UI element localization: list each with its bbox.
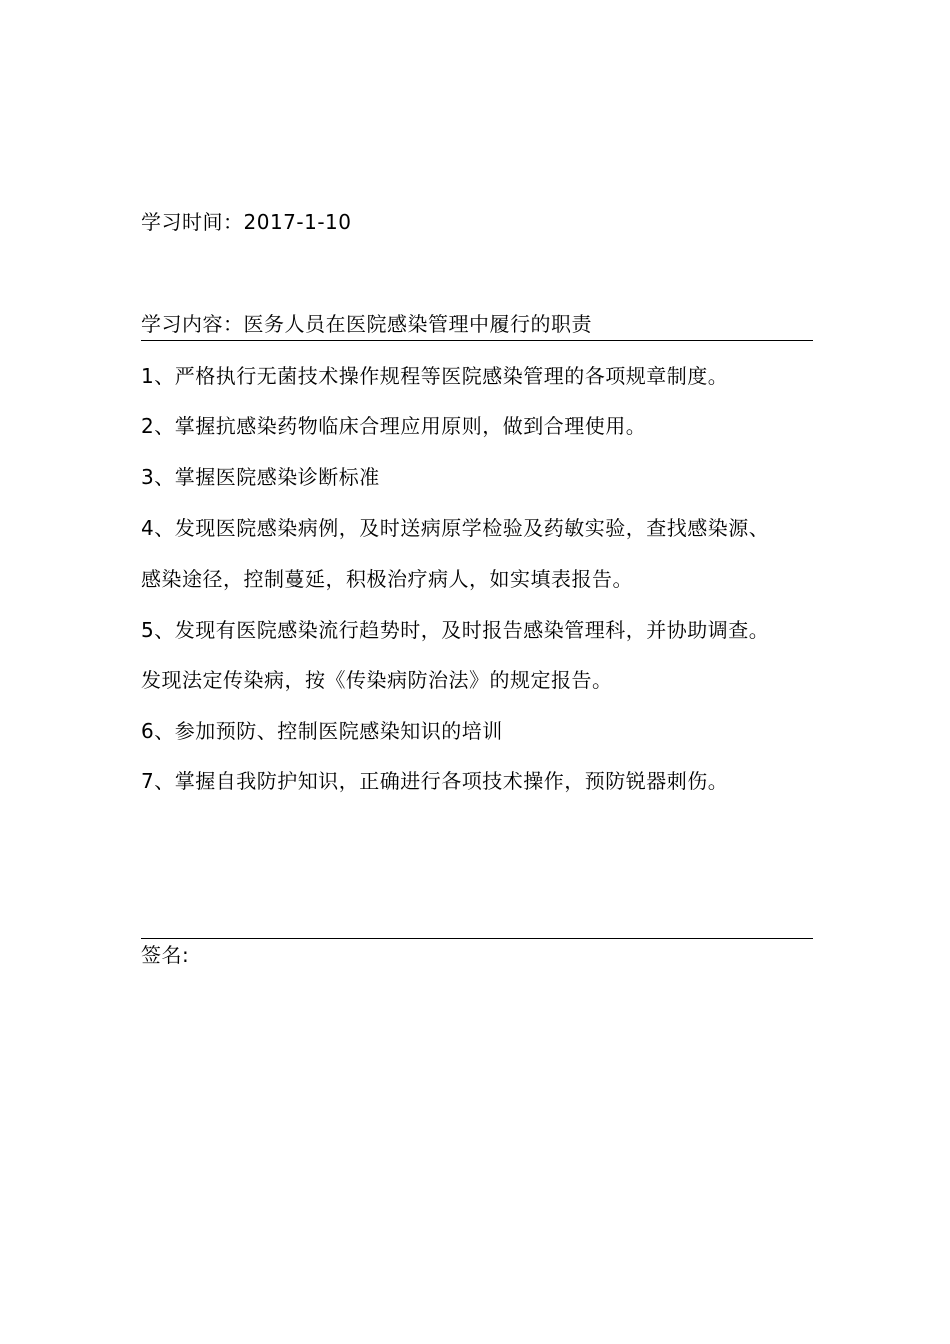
list-item: 1、严格执行无菌技术操作规程等医院感染管理的各项规章制度。 bbox=[141, 364, 729, 388]
list-item: 6、参加预防、控制医院感染知识的培训 bbox=[141, 719, 503, 743]
list-item-continuation: 发现法定传染病，按《传染病防治法》的规定报告。 bbox=[141, 668, 613, 692]
study-time: 学习时间：2017-1-10 bbox=[141, 210, 352, 234]
list-item: 2、掌握抗感染药物临床合理应用原则，做到合理使用。 bbox=[141, 414, 647, 438]
list-item: 7、掌握自我防护知识，正确进行各项技术操作，预防锐器刺伤。 bbox=[141, 769, 729, 793]
list-item: 5、发现有医院感染流行趋势时，及时报告感染管理科，并协助调查。 bbox=[141, 618, 770, 642]
heading-underline bbox=[141, 340, 813, 341]
signature-rule bbox=[141, 938, 813, 939]
signature-label: 签名: bbox=[141, 943, 190, 967]
list-item-continuation: 感染途径，控制蔓延，积极治疗病人，如实填表报告。 bbox=[141, 567, 633, 591]
study-content-heading: 学习内容：医务人员在医院感染管理中履行的职责 bbox=[141, 312, 592, 336]
list-item: 3、掌握医院感染诊断标准 bbox=[141, 465, 380, 489]
list-item: 4、发现医院感染病例，及时送病原学检验及药敏实验，查找感染源、 bbox=[141, 516, 770, 540]
